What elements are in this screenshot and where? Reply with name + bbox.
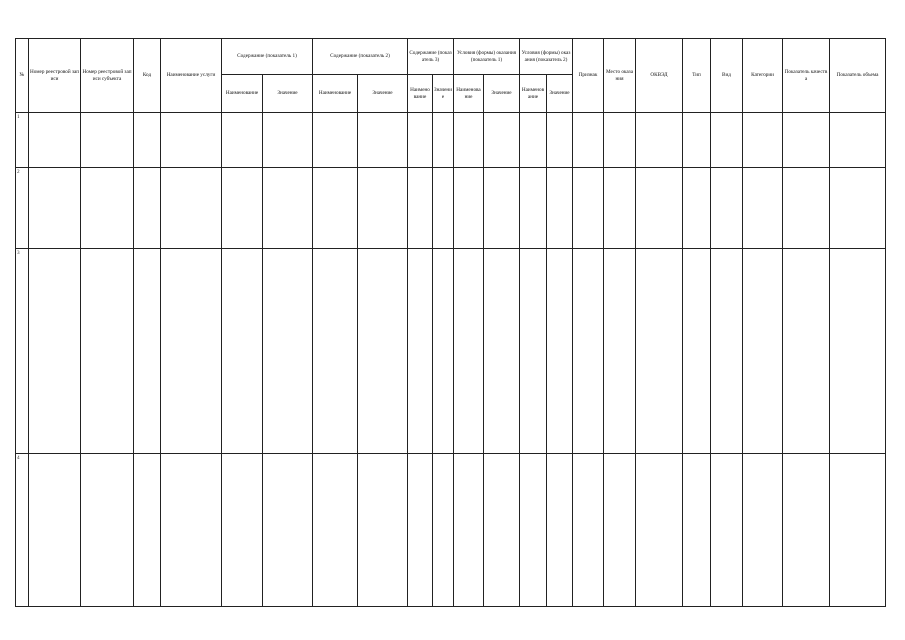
cell-okved xyxy=(636,168,683,249)
cell-c3-name xyxy=(408,249,433,454)
cell-u2-name xyxy=(520,168,547,249)
cell-place xyxy=(604,249,636,454)
cell-u1-name xyxy=(454,113,484,168)
subheader-c2-name: Наименование xyxy=(313,75,358,113)
cell-sign xyxy=(573,454,604,607)
cell-type xyxy=(683,168,711,249)
cell-okved xyxy=(636,454,683,607)
cell-c1-value xyxy=(263,454,313,607)
cell-c2-value xyxy=(358,454,408,607)
cell-volume-indicator xyxy=(830,113,886,168)
cell-u2-value xyxy=(547,168,573,249)
subheader-c1-value: Значение xyxy=(263,75,313,113)
table-row xyxy=(16,454,886,607)
registry-table xyxy=(15,38,886,607)
cell-u2-value xyxy=(547,113,573,168)
subheader-u1-value: Значение xyxy=(484,75,520,113)
header-quality-indicator: Показатель качества xyxy=(783,39,830,113)
cell-type xyxy=(683,113,711,168)
cell-type xyxy=(683,454,711,607)
subheader-u2-name: Наименование xyxy=(520,75,547,113)
cell-sign xyxy=(573,249,604,454)
cell-code xyxy=(134,113,161,168)
subheader-c2-value: Значение xyxy=(358,75,408,113)
subheader-u2-value: Значение xyxy=(547,75,573,113)
cell-categories xyxy=(743,454,783,607)
cell-c3-name xyxy=(408,454,433,607)
cell-c1-name xyxy=(222,113,263,168)
cell-categories xyxy=(743,249,783,454)
cell-code xyxy=(134,454,161,607)
cell-reg-num-subject xyxy=(81,168,134,249)
header-type: Тип xyxy=(683,39,711,113)
cell-place xyxy=(604,168,636,249)
cell-c3-name xyxy=(408,168,433,249)
cell-c3-value xyxy=(433,113,454,168)
cell-volume-indicator xyxy=(830,249,886,454)
cell-c2-name xyxy=(313,249,358,454)
header-content-1: Содержание (показатель 1) xyxy=(222,39,313,75)
cell-c1-name xyxy=(222,249,263,454)
cell-c1-value xyxy=(263,249,313,454)
cell-u1-name xyxy=(454,168,484,249)
header-code: Код xyxy=(134,39,161,113)
document-page xyxy=(15,38,881,607)
cell-reg-num xyxy=(29,454,81,607)
cell-c2-value xyxy=(358,168,408,249)
cell-kind xyxy=(711,168,743,249)
header-conditions-1: Условия (формы) оказания (показатель 1) xyxy=(454,39,520,75)
cell-c1-name xyxy=(222,168,263,249)
cell-u2-value xyxy=(547,249,573,454)
header-kind: Вид xyxy=(711,39,743,113)
cell-c3-value xyxy=(433,168,454,249)
table-row xyxy=(16,113,886,168)
cell-categories xyxy=(743,168,783,249)
header-categories: Категории xyxy=(743,39,783,113)
cell-u1-value xyxy=(484,113,520,168)
cell-c2-name xyxy=(313,168,358,249)
cell-no: 2 xyxy=(16,168,29,249)
cell-u2-value xyxy=(547,454,573,607)
cell-volume-indicator xyxy=(830,168,886,249)
cell-c1-name xyxy=(222,454,263,607)
header-sign: Признак xyxy=(573,39,604,113)
header-okved: ОКВЭД xyxy=(636,39,683,113)
cell-reg-num-subject xyxy=(81,454,134,607)
cell-reg-num xyxy=(29,168,81,249)
cell-volume-indicator xyxy=(830,454,886,607)
cell-reg-num xyxy=(29,113,81,168)
cell-u2-name xyxy=(520,454,547,607)
header-content-3: Содержание (показатель 3) xyxy=(408,39,454,75)
cell-c2-name xyxy=(313,113,358,168)
cell-no: 3 xyxy=(16,249,29,454)
cell-c3-value xyxy=(433,454,454,607)
header-conditions-2: Условия (формы) оказания (показатель 2) xyxy=(520,39,573,75)
cell-name xyxy=(161,249,222,454)
cell-u1-value xyxy=(484,454,520,607)
cell-quality-indicator xyxy=(783,168,830,249)
cell-kind xyxy=(711,113,743,168)
cell-sign xyxy=(573,113,604,168)
cell-u1-value xyxy=(484,168,520,249)
cell-u1-name xyxy=(454,249,484,454)
cell-quality-indicator xyxy=(783,113,830,168)
cell-type xyxy=(683,249,711,454)
cell-okved xyxy=(636,113,683,168)
cell-c2-name xyxy=(313,454,358,607)
cell-reg-num-subject xyxy=(81,249,134,454)
cell-name xyxy=(161,168,222,249)
cell-name xyxy=(161,454,222,607)
cell-code xyxy=(134,168,161,249)
cell-u1-name xyxy=(454,454,484,607)
cell-c1-value xyxy=(263,113,313,168)
cell-sign xyxy=(573,168,604,249)
cell-place xyxy=(604,454,636,607)
header-content-2: Содержание (показатель 2) xyxy=(313,39,408,75)
cell-okved xyxy=(636,249,683,454)
header-volume-indicator: Показатель объема xyxy=(830,39,886,113)
cell-kind xyxy=(711,249,743,454)
cell-place xyxy=(604,113,636,168)
header-row-top xyxy=(16,39,886,75)
subheader-u1-name: Наименование xyxy=(454,75,484,113)
cell-c2-value xyxy=(358,113,408,168)
cell-name xyxy=(161,113,222,168)
cell-c3-name xyxy=(408,113,433,168)
cell-u1-value xyxy=(484,249,520,454)
cell-no: 4 xyxy=(16,454,29,607)
subheader-c3-name: Наименование xyxy=(408,75,433,113)
cell-c2-value xyxy=(358,249,408,454)
cell-reg-num xyxy=(29,249,81,454)
subheader-c1-name: Наименование xyxy=(222,75,263,113)
table-row xyxy=(16,249,886,454)
header-reg-num-subject: Номер реестровой записи субъекта xyxy=(81,39,134,113)
subheader-c3-value: Значение xyxy=(433,75,454,113)
cell-u2-name xyxy=(520,113,547,168)
cell-c3-value xyxy=(433,249,454,454)
cell-quality-indicator xyxy=(783,454,830,607)
cell-quality-indicator xyxy=(783,249,830,454)
cell-code xyxy=(134,249,161,454)
cell-no: 1 xyxy=(16,113,29,168)
cell-c1-value xyxy=(263,168,313,249)
cell-u2-name xyxy=(520,249,547,454)
header-reg-num: Номер реестровой записи xyxy=(29,39,81,113)
cell-categories xyxy=(743,113,783,168)
table-row xyxy=(16,168,886,249)
cell-kind xyxy=(711,454,743,607)
header-no: № xyxy=(16,39,29,113)
header-place: Место оказания xyxy=(604,39,636,113)
header-name: Наименование услуги xyxy=(161,39,222,113)
cell-reg-num-subject xyxy=(81,113,134,168)
